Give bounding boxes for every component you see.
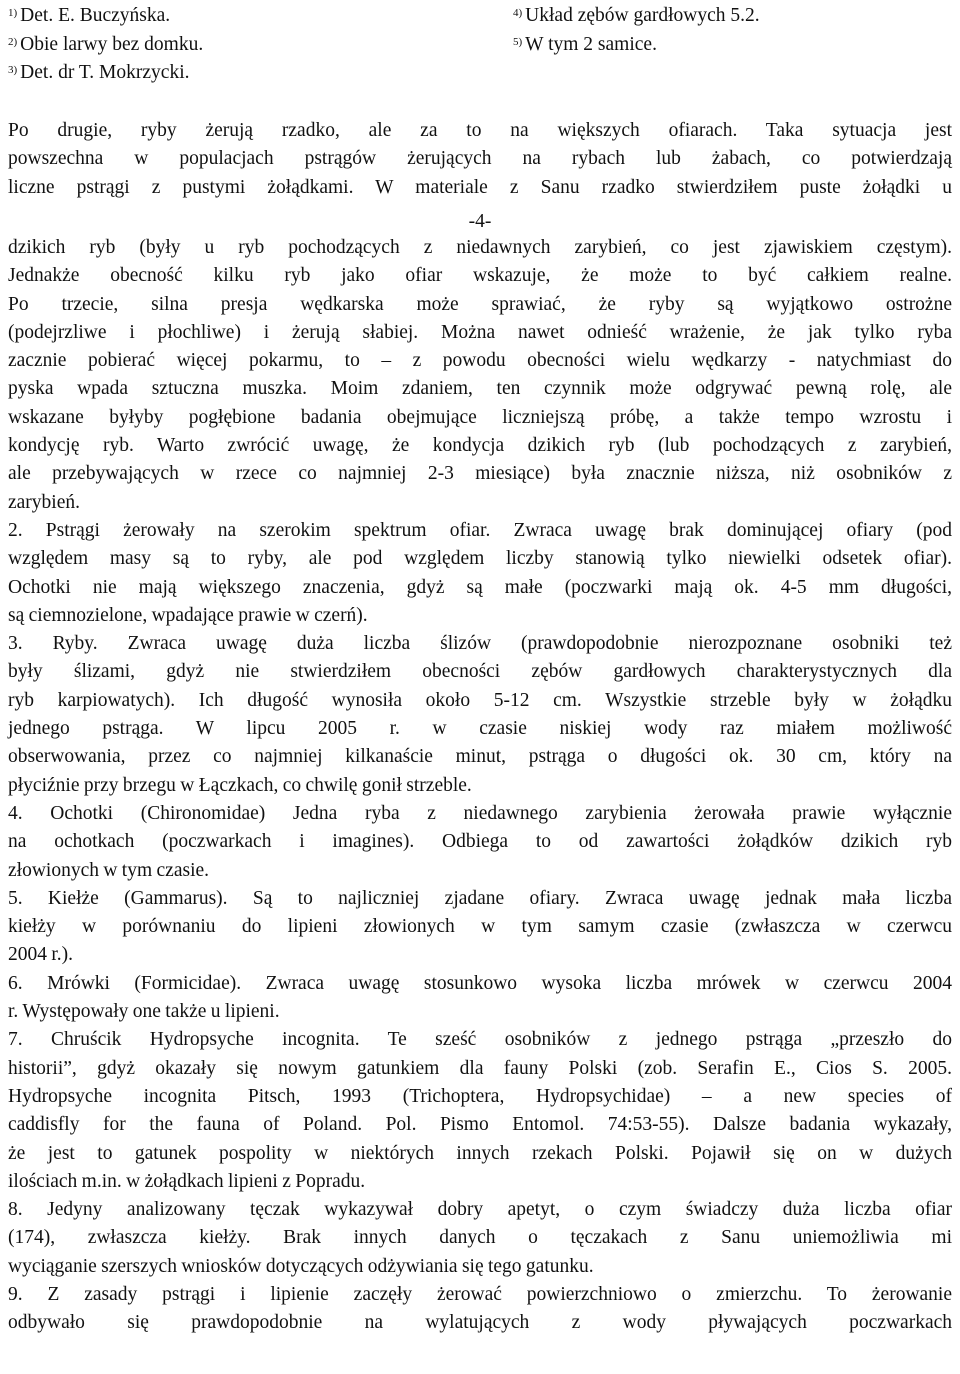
footnote: [8, 31, 203, 60]
text-line: ale przebywających w rzece co najmniej 2-3 miesiące) była znacznie niższa, niż osobników z: [8, 463, 952, 485]
footnote: [8, 59, 203, 88]
text-line: 8. Jedyny analizowany tęczak wykazywał dobry apetyt, o czym świadczy duża liczba ofiar: [8, 1199, 952, 1221]
text-line: na ochotkach (poczwarkach i imagines). Odbiega to od zawartości żołądków dzikich ryb: [8, 831, 952, 853]
footnote-number: 3): [8, 64, 18, 76]
footnote-text: Układ zębów gardłowych 5.2.: [525, 5, 760, 26]
text-block-upper: [8, 117, 952, 202]
text-line: odbywało się prawdopodobnie na wylatujących z wody pływających poczwarkach: [8, 1312, 952, 1334]
text-line: zacznie pobierać więcej pokarmu, to – z powodu obecności wielu wędkarzy - natychmiast do: [8, 350, 952, 372]
text-line: (podejrzliwe i płochliwe) i żerują słabiej. Można nawet odnieść wrażenie, że jak tylko ryba: [8, 321, 952, 343]
text-line: 9. Z zasady pstrągi i lipienie zaczęły żerować powierzchniowo o zmierzchu. To żerowanie: [8, 1283, 952, 1305]
footnote-text: Det. E. Buczyńska.: [20, 5, 171, 26]
footnote: [8, 2, 203, 31]
text-line: kondycję ryb. Warto zwrócić uwagę, że kondycja dzikich ryb (lub pochodzących z zarybień,: [8, 435, 952, 457]
page-number: -4-: [468, 211, 492, 232]
text-line: (174), zwłaszcza kiełży. Brak innych danych o tęczakach z Sanu uniemożliwia mi: [8, 1227, 952, 1249]
footnotes-left-column: [8, 2, 203, 88]
text-line: 5. Kiełże (Gammarus). Są to najliczniej zjadane ofiary. Zwraca uwagę jednak mała liczba: [8, 887, 952, 909]
footnote-number: 5): [513, 35, 523, 48]
text-line: były ślizami, gdyż nie stwierdziłem obecności zębów gardłowych charakterystycznych dla: [8, 661, 952, 683]
footnotes: [8, 2, 952, 90]
footnote-text: Det. dr T. Mokrzycki.: [20, 62, 190, 83]
footnote-number: 4): [513, 7, 523, 19]
text-block-lower: [8, 234, 952, 1338]
text-line: Po drugie, ryby żerują rzadko, ale za to na większych ofiarach. Taka sytuacja jest: [8, 120, 952, 141]
footnotes-right-column: [513, 2, 760, 59]
text-line: liczne pstrągi z pustymi żołądkami. W materiale z Sanu rzadko stwierdziłem puste żołądki u: [8, 176, 952, 198]
footnote: [513, 31, 760, 60]
text-line: ryb karpiowatych). Ich długość wynosiła około 5-12 cm. Wszystkie strzeble były w żołądku: [8, 689, 952, 711]
text-line: kiełży w porównaniu do lipieni złowionych w tym samym czasie (zwłaszcza w czerwcu: [8, 916, 952, 938]
text-line: wskazane byłyby pogłębione badania obejmujące liczniejszą próbę, a także tempo wzrostu i: [8, 406, 952, 428]
text-line: jednego pstrąga. W lipcu 2005 r. w czasie niskiej wody raz miałem możliwość: [8, 718, 952, 740]
text-line: 4. Ochotki (Chironomidae) Jedna ryba z niedawnego zarybienia żerowała prawie wyłącznie: [8, 802, 952, 824]
text-line: Hydropsyche incognita Pitsch, 1993 (Trichoptera, Hydropsychidae) – a new species of: [8, 1085, 952, 1107]
text-line: 3. Ryby. Zwraca uwagę duża liczba ślizów (prawdopodobnie nierozpoznane osobniki też: [8, 633, 952, 655]
footnote-number: 1): [8, 7, 18, 19]
text-line: zarybień.: [8, 491, 81, 513]
text-line: ilościach m.in. w żołądkach lipieni z Popradu.: [8, 1170, 366, 1192]
text-line: dzikich ryb (były u ryb pochodzących z niedawnych zarybień, co jest zjawiskiem częstym).: [8, 237, 952, 258]
text-line: pyska wpada sztuczna muszka. Moim zdaniem, ten czynnik może odgrywać pewną rolę, ale: [8, 378, 952, 400]
footnote: [513, 2, 760, 31]
text-line: Po trzecie, silna presja wędkarska może sprawiać, że ryby są wyjątkowo ostrożne: [8, 293, 952, 315]
text-line: 7. Chruścik Hydropsyche incognita. Te sześć osobników z jednego pstrąga „przeszło do: [8, 1029, 952, 1051]
text-line: złowionych w tym czasie.: [8, 859, 210, 881]
text-line: Ochotki nie mają większego znaczenia, gdyż są małe (poczwarki mają ok. 4-5 mm długości,: [8, 576, 952, 598]
text-line: 6. Mrówki (Formicidae). Zwraca uwagę stosunkowo wysoka liczba mrówek w czerwcu 2004: [8, 972, 952, 994]
text-line: caddisfly for the fauna of Poland. Pol. Pismo Entomol. 74:53-55). Dalsze badania wykazały,: [8, 1114, 952, 1136]
text-line: 2. Pstrągi żerowały na szerokim spektrum ofiar. Zwraca uwagę brak dominującej ofiary (pod: [8, 519, 952, 541]
text-line: płyciźnie przy brzegu w Łączkach, co chwilę gonił strzeble.: [8, 774, 472, 796]
text-line: że jest to gatunek pospolity w niektórych innych rzekach Polski. Pojawił się on w dużych: [8, 1142, 952, 1164]
footnote-text: W tym 2 samice.: [525, 33, 657, 55]
text-line: względem masy są to ryby, ale pod względem liczby stanowią tylko niewielki odsetek ofiar).: [8, 548, 952, 570]
text-line: wyciąganie szerszych wniosków dotyczących odżywiania się tego gatunku.: [8, 1255, 594, 1277]
text-line: powszechna w populacjach pstrągów żerujących na rybach lub żabach, co potwierdzają: [8, 148, 952, 170]
text-line: r. Występowały one także u lipieni.: [8, 1001, 280, 1023]
footnote-number: 2): [8, 35, 18, 48]
text-line: obserwowania, przez co najmniej kilkanaście minut, pstrąga o długości ok. 30 cm, który na: [8, 746, 952, 768]
text-line: Jednakże obecność kilku ryb jako ofiar wskazuje, że może to być całkiem realne.: [8, 265, 952, 287]
footnote-text: Obie larwy bez domku.: [20, 33, 204, 55]
text-line: są ciemnozielone, wpadające prawie w czerń).: [8, 604, 368, 626]
text-line: historii”, gdyż okazały się nowym gatunkiem dla fauny Polski (zob. Serafin E., Cios S. 2005.: [8, 1057, 952, 1079]
text-line: 2004 r.).: [8, 944, 74, 966]
